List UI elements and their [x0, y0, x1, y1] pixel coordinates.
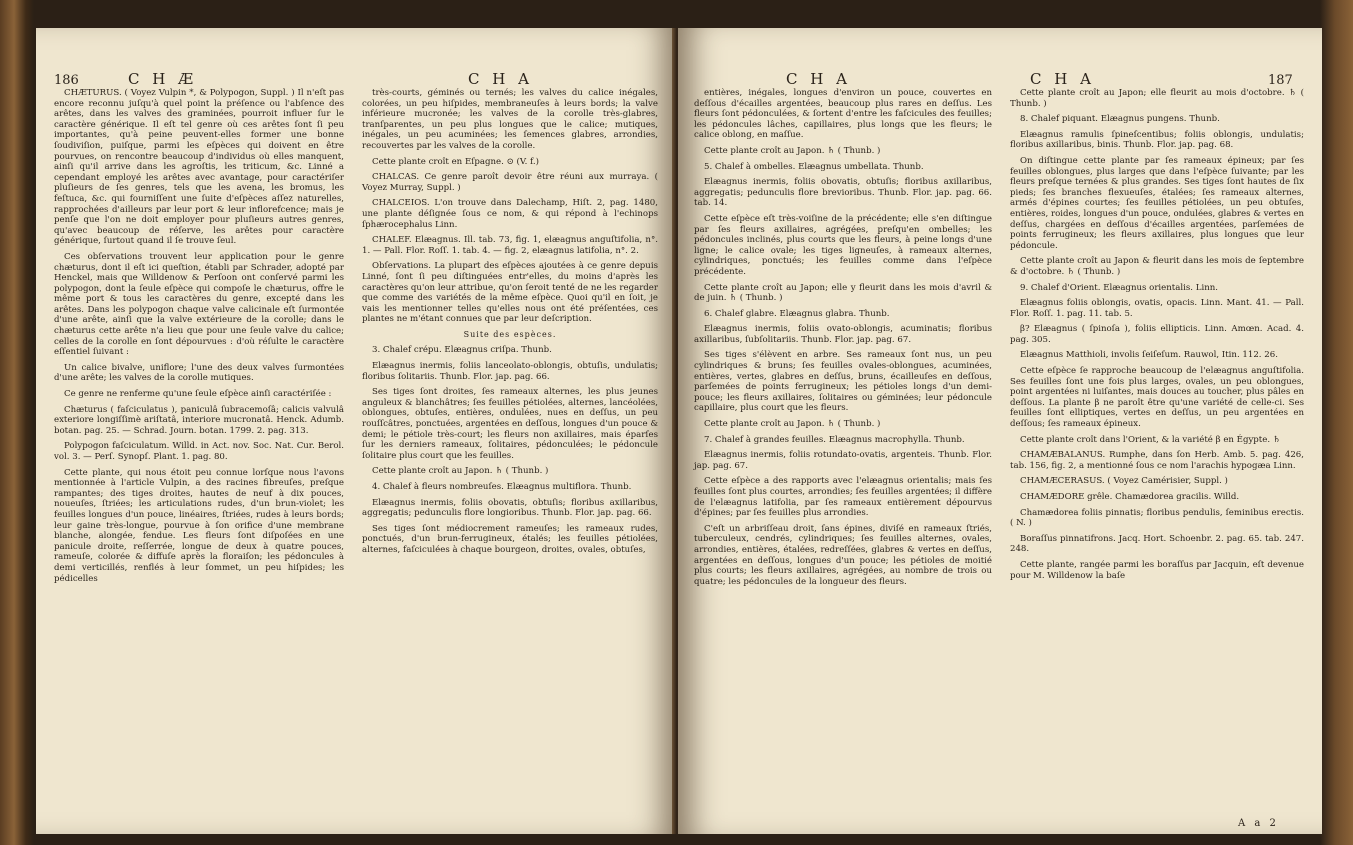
page-number-left: 186 — [54, 73, 79, 88]
paragraph: Cette plante croît en Eſpagne. ⊙ (V. f.) — [372, 156, 540, 167]
running-head-right: C H A — [1030, 70, 1095, 88]
paragraph: entières, inégales, longues d'environ un pouce, couvertes en deſſous d'écailles argentées, beaucoup plus rares en deſſus. Les fleurs ſont pédonculées, & ſortent d'entre les faſcicules des feuilles; les pédoncules lâches, capillaires, plus longs que les fleurs; le calice oblong, en maſſue. — [694, 88, 992, 141]
signature-mark: A a 2 — [1238, 818, 1279, 829]
paragraph: Cette eſpèce ſe rapproche beaucoup de l'elæagnus anguſtifolia. Ses feuilles ſont une fois plus larges, ovales, un peu oblongues, point argentées ni luiſantes, mais douces au toucher, plus pâles en deſſous. La plante β ne paroît être qu'une variété de celle-ci. Ses feuilles ſont elliptiques, vertes en deſſus, un peu argentées en deſſous; ſes rameaux épineux. — [1010, 366, 1304, 430]
running-head-left: C H Æ — [128, 70, 198, 88]
paragraph: Suite des espèces. — [463, 329, 557, 339]
paragraph: Cette plante croît au Japon & fleurit dans les mois de ſeptembre & d'octobre. ♄ ( Thunb. ) — [1010, 256, 1304, 277]
left-page-column-1 — [54, 88, 344, 589]
paragraph: très-courts, géminés ou ternés; les valves du calice inégales, colorées, un peu hiſpides, membraneuſes à leurs bords; la valve inférieure mucronée; les valves de la corolle très-glabres, tranſparentes, un peu plus longues que le calice; mutiques, inégales, un peu acuminées; les ſemences glabres, arrondies, recouvertes par les valves de la corolle. — [362, 88, 658, 151]
paragraph: Cette plante croît au Japon. ♄ ( Thunb. ) — [372, 466, 549, 477]
paragraph: Cette plante, qui nous étoit peu connue lorſque nous l'avons mentionnée à l'article Vulpin, a des racines fibreuſes, preſque rampantes; des tiges droites, hautes de neuf à dix pouces, noueuſes, ſtriées; les articulations rudes, d'un brun-violet; les feuilles longues d'un pouce, linéaires, ſtriées, rudes à leurs bords; leur gaine très-longue, pourvue à ſon orifice d'une membrane blanche, alongée, fendue. Les fleurs ſont diſpoſées en une panicule droite, reſſerrée, longue de deux à quatre pouces, rameuſe, colorée & diffuſe après la floraiſon; les pédoncules à demi verticillés, renflés à leur ſommet, un peu hiſpides; les pédicelles — [54, 467, 344, 584]
paragraph: 6. Chalef glabre. Elæagnus glabra. Thunb. — [704, 308, 890, 319]
paragraph: 9. Chalef d'Orient. Elæagnus orientalis. Linn. — [1020, 282, 1219, 293]
paragraph: Elæagnus foliis oblongis, ovatis, opacis. Linn. Mant. 41. — Pall. Flor. Roſſ. 1. pag. 11. tab. 5. — [1010, 298, 1304, 319]
paragraph: Obſervations. La plupart des eſpèces ajoutées à ce genre depuis Linné, ſont ſi peu diſtinguées entr'elles, du moins d'après les caractères qu'on leur attribue, qu'on ſeroit tenté de ne les regarder que comme des variétés de la même eſpèce. Quoi qu'il en ſoit, je vais les mentionner telles qu'elles nous ont été préſentées, ces plantes ne m'étant connues que par leur deſcription. — [362, 261, 658, 325]
paragraph: 5. Chalef à ombelles. Elæagnus umbellata. Thunb. — [704, 161, 924, 172]
paragraph: Cette eſpèce a des rapports avec l'elæagnus orientalis; mais ſes feuilles ſont plus courtes, arrondies; ſes feuilles argentées; il diffère de l'elæagnus latifolia, par ſes rameaux entièrement dépourvus d'épines; par ſes feuilles plus arrondies. — [694, 476, 992, 519]
running-head-right-col1: C H A — [786, 70, 851, 88]
paragraph: CHALEF. Elæagnus. Ill. tab. 73, fig. 1, elæagnus anguſtifolia, n°. 1. — Pall. Flor. Roſſ. 1. tab. 4. — fig. 2, elæagnus latifolia, n°. 2. — [362, 235, 658, 256]
paragraph: CHÆTURUS. ( Voyez Vulpin *, & Polypogon, Suppl. ) Il n'eſt pas encore reconnu juſqu'à quel point la préſence ou l'abſence des arêtes, dans les valves des graminées, pourroit influer ſur le caractère générique. Il eſt tel genre où ces arêtes ſont ſi peu importantes, qu'à peine peuvent-elles former une bonne ſoudiviſion, puiſque, parmi les eſpèces qui doivent en être pourvues, on rencontre beaucoup d'individus où elles manquent, ainſi qu'il arrive dans les agroſtis, les triticum, &c. Linné a cependant employé les arêtes avec avantage, pour caractériſer pluſieurs de ſes genres, tels que les avena, les bromus, les feſtuca, &c. qui fourniſſent une ſuite d'eſpèces aſſez naturelles, rapprochées d'ailleurs par leur port & leur inflorefcence; mais je penſe que l'on ne doit employer pour pluſieurs autres genres, qu'avec beaucoup de réſerve, les arêtes pour caractère générique, ſurtout quand il ſe trouve ſeul. — [54, 88, 344, 247]
paragraph: 7. Chalef à grandes feuilles. Elæagnus macrophylla. Thunb. — [704, 434, 965, 445]
paragraph: Boraſſus pinnatifrons. Jacq. Hort. Schoenbr. 2. pag. 65. tab. 247. 248. — [1010, 533, 1304, 555]
paragraph: Cette plante croît au Japon; elle y fleurit dans les mois d'avril & de juin. ♄ ( Thunb. ) — [694, 282, 992, 304]
paragraph: C'eſt un arbriſſeau droit, ſans épines, diviſé en rameaux ſtriés, tuberculeux, cendrés, cylindriques; ſes feuilles alternes, ovales, arrondies, entières, étalées, redreſſées, glabres & vertes en deſſus, argentées en deſſous, longues d'un pouce; les pétioles de moitié plus courts; les fleurs axillaires, agrégées, au nombre de trois ou quatre; les pédoncules de la longueur des fleurs. — [694, 523, 992, 587]
paragraph: Cette eſpèce eſt très-voiſine de la précédente; elle s'en diſtingue par ſes fleurs axillaires, agrégées, preſqu'en ombelles; les pédoncules inclinés, plus courts que les fleurs, à peine longs d'une ligne; le calice ovale; les tiges ligneuſes, à rameaux alternes, cylindriques, ponctués; les feuilles comme dans l'eſpèce précédente. — [694, 213, 992, 277]
paragraph: On diſtingue cette plante par ſes rameaux épineux; par ſes feuilles oblongues, plus larges que dans l'eſpèce ſuivante; par les fleurs preſque ternées & plus grandes. Ses tiges ſont hautes de ſix pieds; ſes branches flexueuſes, étalées; ſes rameaux alternes, armés d'épines courtes; ſes feuilles pétiolées, un peu obtuſes, entières, roides, longues d'un pouce, ondulées, glabres & vertes en deſſus, chargées en deſſous d'écailles argentées, parſemées de points ferrugineux; les fleurs axillaires, plus longues que leur pédoncule. — [1010, 155, 1304, 251]
page-number-right: 187 — [1268, 73, 1293, 88]
paragraph: Cette plante croît au Japon. ♄ ( Thunb. ) — [704, 419, 881, 430]
paragraph: β? Elæagnus ( ſpinoſa ), foliis ellipticis. Linn. Amœn. Acad. 4. pag. 305. — [1010, 324, 1304, 345]
paragraph: Elæagnus ramulis ſpineſcentibus; foliis oblongis, undulatis; floribus axillaribus, binis. Thunb. Flor. jap. pag. 68. — [1010, 129, 1304, 151]
right-page — [678, 28, 1322, 834]
paragraph: Elæagnus inermis, foliis obovatis, obtuſis; floribus axillaribus, aggregatis; pedunculis flore brevioribus. Thunb. Flor. jap. pag. 66. tab. 14. — [694, 177, 992, 209]
paragraph: Chamædorea foliis pinnatis; floribus pendulis, ſeminibus erectis. ( N. ) — [1010, 507, 1304, 529]
paragraph: CHAMÆCERASUS. ( Voyez Camérisier, Suppl. ) — [1020, 476, 1228, 487]
paragraph: Ses tiges ſont médiocrement rameuſes; les rameaux rudes, ponctués, d'un brun-ferrugineux, étalés; les feuilles pétiolées, alternes, faſciculées à chaque bourgeon, droites, ovales, obtuſes, — [362, 523, 658, 555]
right-page-column-1 — [694, 88, 992, 592]
paragraph: 8. Chalef piquant. Elæagnus pungens. Thunb. — [1020, 114, 1220, 125]
paragraph: CHALCEIOS. L'on trouve dans Dalechamp, Hiſt. 2, pag. 1480, une plante déſignée ſous ce nom, & qui répond à l'echinops ſphærocephalus Linn. — [362, 198, 658, 230]
paragraph: Ses tiges ſont droites, ſes rameaux alternes, les plus jeunes anguleux & blanchâtres; ſes feuilles pétiolées, alternes, lancéolées, oblongues, obtuſes, entières, ondulées, nues en deſſus, un peu rouſſcâtres, ponctuées, argentées en deſſous, longues d'un pouce & demi; le pétiole très-court; les fleurs non axillaires, mais éparſes ſur les derniers rameaux, ſolitaires, pédonculées; le pédoncule ſolitaire plus court que les feuilles. — [362, 387, 658, 461]
paragraph: Ce genre ne renferme qu'une ſeule eſpèce ainſi caractériſée : — [64, 389, 332, 400]
paragraph: 4. Chalef à fleurs nombreuſes. Elæagnus multiflora. Thunb. — [372, 482, 632, 492]
paragraph: Chæturus ( faſciculatus ), paniculâ ſubracemoſâ; calicis valvulâ exteriore longiſſimè ariſtatâ, interiore mucronatâ. Henck. Adumb. botan. pag. 25. — Schrad. Journ. botan. 1799. 2. pag. 313. — [54, 404, 344, 436]
paragraph: CHAMÆDORE grêle. Chamædorea gracilis. Willd. — [1020, 492, 1240, 502]
paragraph: 3. Chalef crépu. Elæagnus criſpa. Thunb. — [372, 345, 552, 356]
paragraph: Polypogon faſciculatum. Willd. in Act. nov. Soc. Nat. Cur. Berol. vol. 3. — Perſ. Synopſ. Plant. 1. pag. 80. — [54, 441, 344, 462]
left-page — [36, 28, 676, 834]
paragraph: Cette plante croît au Japon; elle fleurit au mois d'octobre. ♄ ( Thunb. ) — [1010, 88, 1304, 109]
paragraph: Un calice bivalve, uniflore; l'une des deux valves ſurmontées d'une arête; les valves de la corolle mutiques. — [54, 362, 344, 384]
paragraph: Elæagnus inermis, foliis obovatis, obtuſis; floribus axillaribus, aggregatis; pedunculis flore longioribus. Thunb. Flor. jap. pag. 66. — [362, 497, 658, 519]
paragraph: Ces obſervations trouvent leur application pour le genre chæturus, dont il eſt ici queſtion, établi par Schrader, adopté par Henckel, mais que Willdenow & Perſoon ont conſervé parmi les polypogon, dont la ſeule eſpèce qui compoſe le chæturus, offre le même port & tous les caractères du genre, excepté dans les arêtes. Dans les polypogon chaque valve calicinale eſt ſurmontée d'une arête, ainſi que la valve extérieure de la corolle; dans le chæturus cette arête n'a lieu que pour une ſeule valve du calice; celles de la corolle en ſont dépourvues : d'où réſulte le caractère eſſentiel ſuivant : — [54, 251, 344, 358]
paragraph: Elæagnus inermis, foliis lanceolato-oblongis, obtuſis, undulatis; floribus ſolitariis. Thunb. Flor. jap. pag. 66. — [362, 361, 658, 382]
paragraph: CHAMÆBALANUS. Rumphe, dans ſon Herb. Amb. 5. pag. 426, tab. 156, fig. 2, a mentionné ſous ce nom l'arachis hypogæa Linn. — [1010, 450, 1304, 471]
paragraph: Cette plante, rangée parmi les boraſſus par Jacquin, eſt devenue pour M. Willdenow la baſe — [1010, 559, 1304, 581]
paragraph: CHALCAS. Ce genre paroît devoir être réuni aux murraya. ( Voyez Murray, Suppl. ) — [362, 172, 658, 193]
running-head-left-col2: C H A — [468, 70, 533, 88]
paragraph: Elæagnus Matthioli, involis ſeiſeſum. Rauwol, Itin. 112. 26. — [1020, 350, 1278, 361]
paragraph: Elæagnus inermis, foliis rotundato-ovatis, argenteis. Thunb. Flor. jap. pag. 67. — [694, 450, 992, 471]
paragraph: Cette plante croît dans l'Orient, & la variété β en Égypte. ♄ — [1020, 434, 1281, 445]
right-page-column-2 — [1010, 88, 1304, 586]
paragraph: Ses tiges s'élèvent en arbre. Ses rameaux ſont nus, un peu cylindriques & bruns; ſes feuilles ovales-oblongues, acuminées, entières, vertes, glabres en deſſus, bruns, écailleuſes en deſſous, parſemées de points ferrugineux; les pétioles longs d'un demi-pouce; les fleurs axillaires, ſolitaires ou géminées; leur pédoncule capillaire, plus court que les fleurs. — [694, 350, 992, 414]
left-page-column-2 — [362, 88, 658, 561]
paragraph: Elæagnus inermis, foliis ovato-oblongis, acuminatis; floribus axillaribus, ſubſolitariis. Thunb. Flor. jap. pag. 67. — [694, 324, 992, 345]
paragraph: Cette plante croît au Japon. ♄ ( Thunb. ) — [704, 145, 881, 156]
